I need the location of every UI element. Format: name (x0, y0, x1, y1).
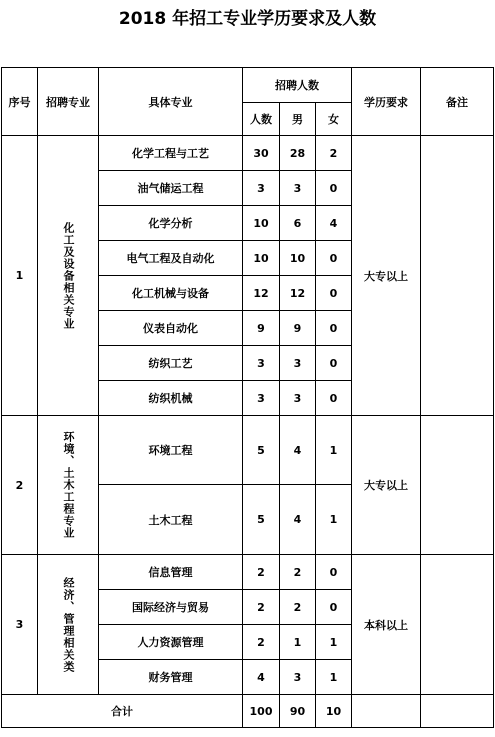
group-major-cell (38, 416, 99, 555)
table-row (2, 416, 494, 485)
specific-major: 环境工程 (99, 416, 243, 485)
male-cell: 3 (280, 660, 316, 695)
group-seq: 1 (2, 136, 38, 416)
table-row (2, 136, 494, 171)
group-remarks (421, 555, 494, 695)
total-count: 100 (243, 695, 280, 728)
female-cell: 0 (316, 171, 352, 206)
total-female: 10 (316, 695, 352, 728)
count-cell: 3 (243, 171, 280, 206)
total-row (2, 695, 494, 728)
group-seq: 3 (2, 555, 38, 695)
document-title: 2018 年招工专业学历要求及人数 (118, 9, 377, 29)
female-cell: 4 (316, 206, 352, 241)
group-major: 环境、土木工程专业 (62, 431, 75, 539)
male-cell: 12 (280, 276, 316, 311)
female-cell: 0 (316, 381, 352, 416)
header-education: 学历要求 (352, 68, 421, 136)
count-cell: 5 (243, 485, 280, 555)
female-cell: 2 (316, 136, 352, 171)
male-cell: 10 (280, 241, 316, 276)
count-cell: 12 (243, 276, 280, 311)
total-male: 90 (280, 695, 316, 728)
group-seq: 2 (2, 416, 38, 555)
count-cell: 2 (243, 625, 280, 660)
male-cell: 4 (280, 485, 316, 555)
count-cell: 30 (243, 136, 280, 171)
specific-major: 化工机械与设备 (99, 276, 243, 311)
count-cell: 4 (243, 660, 280, 695)
group-education: 大专以上 (352, 416, 421, 555)
specific-major: 纺织机械 (99, 381, 243, 416)
group-major: 经济、管理相关类 (62, 576, 75, 673)
male-cell: 3 (280, 381, 316, 416)
male-cell: 1 (280, 625, 316, 660)
count-cell: 10 (243, 206, 280, 241)
header-seq: 序号 (2, 68, 38, 136)
male-cell: 28 (280, 136, 316, 171)
female-cell: 1 (316, 625, 352, 660)
count-cell: 3 (243, 381, 280, 416)
specific-major: 油气储运工程 (99, 171, 243, 206)
female-cell: 0 (316, 555, 352, 590)
header-major: 招聘专业 (38, 68, 99, 136)
female-cell: 1 (316, 485, 352, 555)
specific-major: 土木工程 (99, 485, 243, 555)
header-remarks: 备注 (421, 68, 494, 136)
group-remarks (421, 136, 494, 416)
header-specific: 具体专业 (99, 68, 243, 136)
group-education: 本科以上 (352, 555, 421, 695)
specific-major: 化学分析 (99, 206, 243, 241)
female-cell: 0 (316, 241, 352, 276)
table-row (2, 555, 494, 590)
male-cell: 4 (280, 416, 316, 485)
count-cell: 2 (243, 590, 280, 625)
total-label: 合计 (2, 695, 243, 728)
header-count: 人数 (243, 103, 280, 136)
header-count-group: 招聘人数 (243, 68, 352, 103)
male-cell: 3 (280, 171, 316, 206)
specific-major: 信息管理 (99, 555, 243, 590)
specific-major: 财务管理 (99, 660, 243, 695)
group-major: 化工及设备相关专业 (62, 221, 75, 330)
total-education (352, 695, 421, 728)
group-major-cell (38, 136, 99, 416)
female-cell: 0 (316, 346, 352, 381)
count-cell: 2 (243, 555, 280, 590)
female-cell: 0 (316, 311, 352, 346)
specific-major: 国际经济与贸易 (99, 590, 243, 625)
male-cell: 2 (280, 590, 316, 625)
count-cell: 10 (243, 241, 280, 276)
female-cell: 1 (316, 416, 352, 485)
count-cell: 5 (243, 416, 280, 485)
male-cell: 2 (280, 555, 316, 590)
specific-major: 人力资源管理 (99, 625, 243, 660)
group-major-cell (38, 555, 99, 695)
female-cell: 0 (316, 590, 352, 625)
male-cell: 6 (280, 206, 316, 241)
total-remarks (421, 695, 494, 728)
count-cell: 3 (243, 346, 280, 381)
specific-major: 纺织工艺 (99, 346, 243, 381)
group-education: 大专以上 (352, 136, 421, 416)
recruitment-table (1, 67, 494, 728)
count-cell: 9 (243, 311, 280, 346)
header-male: 男 (280, 103, 316, 136)
male-cell: 3 (280, 346, 316, 381)
female-cell: 0 (316, 276, 352, 311)
specific-major: 仪表自动化 (99, 311, 243, 346)
specific-major: 电气工程及自动化 (99, 241, 243, 276)
header-female: 女 (316, 103, 352, 136)
female-cell: 1 (316, 660, 352, 695)
male-cell: 9 (280, 311, 316, 346)
specific-major: 化学工程与工艺 (99, 136, 243, 171)
group-remarks (421, 416, 494, 555)
